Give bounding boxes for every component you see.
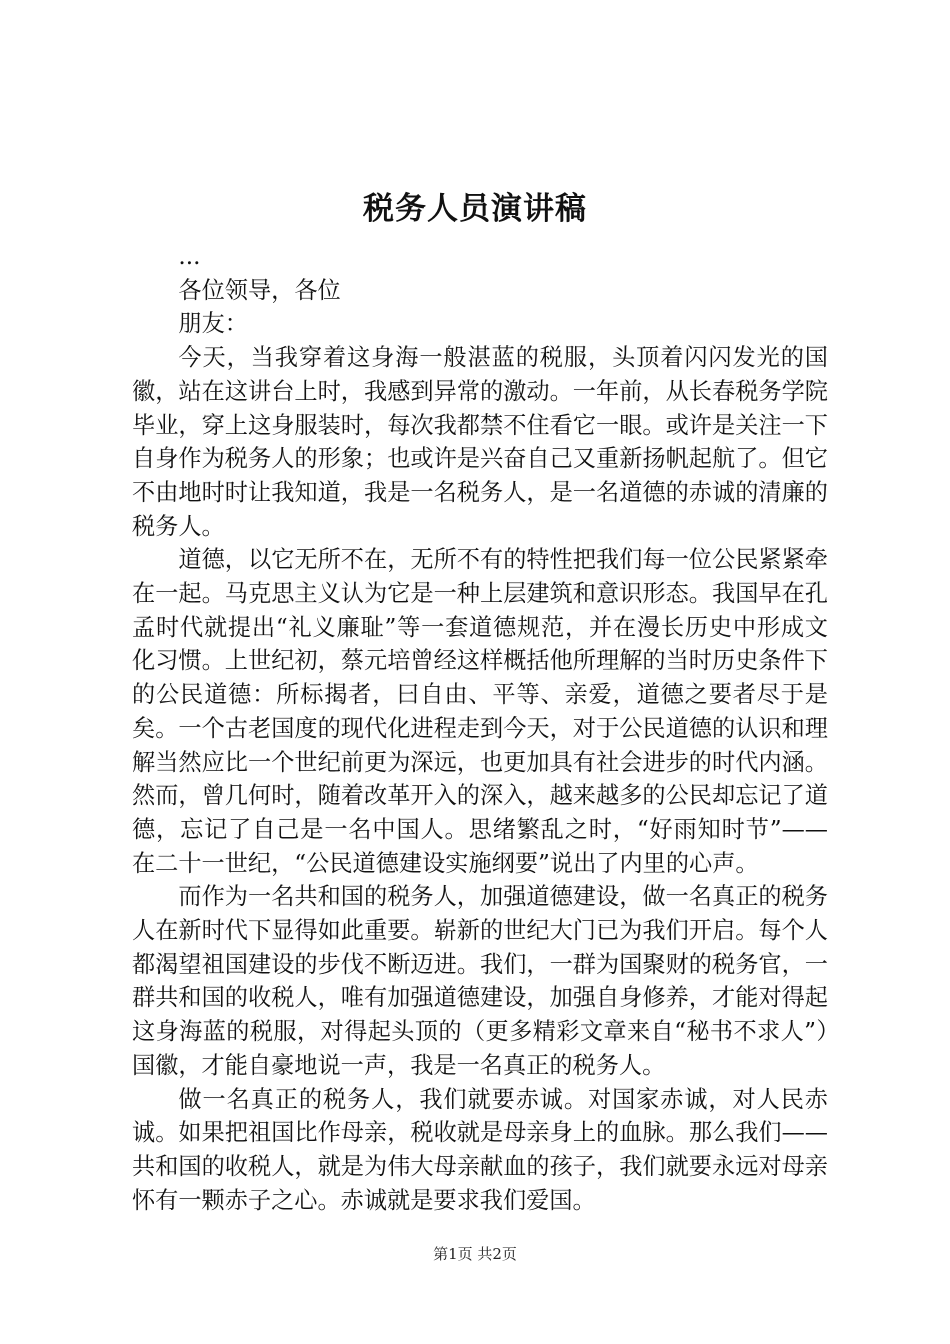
paragraph-2: 道德，以它无所不在，无所不有的特性把我们每一位公民紧紧牵在一起。马克思主义认为它是一种上层建筑和意识形态。我国早在孔孟时代就提出“礼义廉耻”等一套道德规范，并在漫长历史中形成文化习惯。上世纪初，蔡元培曾经这样概括他所理解的当时历史条件下的公民道德：所标揭者，曰自由、平等、亲爱，道德之要者尽于是矣。一个古老国度的现代化进程走到今天，对于公民道德的认识和理解当然应比一个世纪前更为深远，也更加具有社会进步的时代内涵。然而，曾几何时，随着改革开入的深入，越来越多的公民却忘记了道德，忘记了自己是一名中国人。思绪繁乱之时，“好雨知时节”——在二十一世纪，“公民道德建设实施纲要”说出了内里的心声。 [132, 546, 828, 877]
greeting-line-2: 朋友： [178, 310, 248, 338]
greeting-line-1: 各位领导，各位 [178, 276, 341, 304]
document-title: 税务人员演讲稿 [363, 191, 587, 227]
document-body [132, 240, 828, 1217]
paragraph-3: 而作为一名共和国的税务人，加强道德建设，做一名真正的税务人在新时代下显得如此重要。崭新的世纪大门已为我们开启。每个人都渴望祖国建设的步伐不断迈进。我们，一群为国聚财的税务官，一群共和国的收税人，唯有加强道德建设，加强自身修养，才能对得起这身海蓝的税服，对得起头顶的（更多精彩文章来自“秘书不求人”）国徽，才能自豪地说一声，我是一名真正的税务人。 [132, 883, 828, 1079]
paragraph-1: 今天，当我穿着这身海一般湛蓝的税服，头顶着闪闪发光的国徽，站在这讲台上时，我感到异常的激动。一年前，从长春税务学院毕业，穿上这身服装时，每次我都禁不住看它一眼。或许是关注一下自身作为税务人的形象；也或许是兴奋自己又重新扬帆起航了。但它不由地时时让我知道，我是一名税务人，是一名道德的赤诚的清廉的税务人。 [132, 344, 828, 540]
page-number-footer: 第1页 共2页 [433, 1245, 517, 1263]
paragraph-4: 做一名真正的税务人，我们就要赤诚。对国家赤诚，对人民赤诚。如果把祖国比作母亲，税收就是母亲身上的血脉。那么我们——共和国的收税人，就是为伟大母亲献血的孩子，我们就要永远对母亲怀有一颗赤子之心。赤诚就是要求我们爱国。 [132, 1085, 828, 1214]
ellipsis-line: ... [178, 243, 201, 270]
